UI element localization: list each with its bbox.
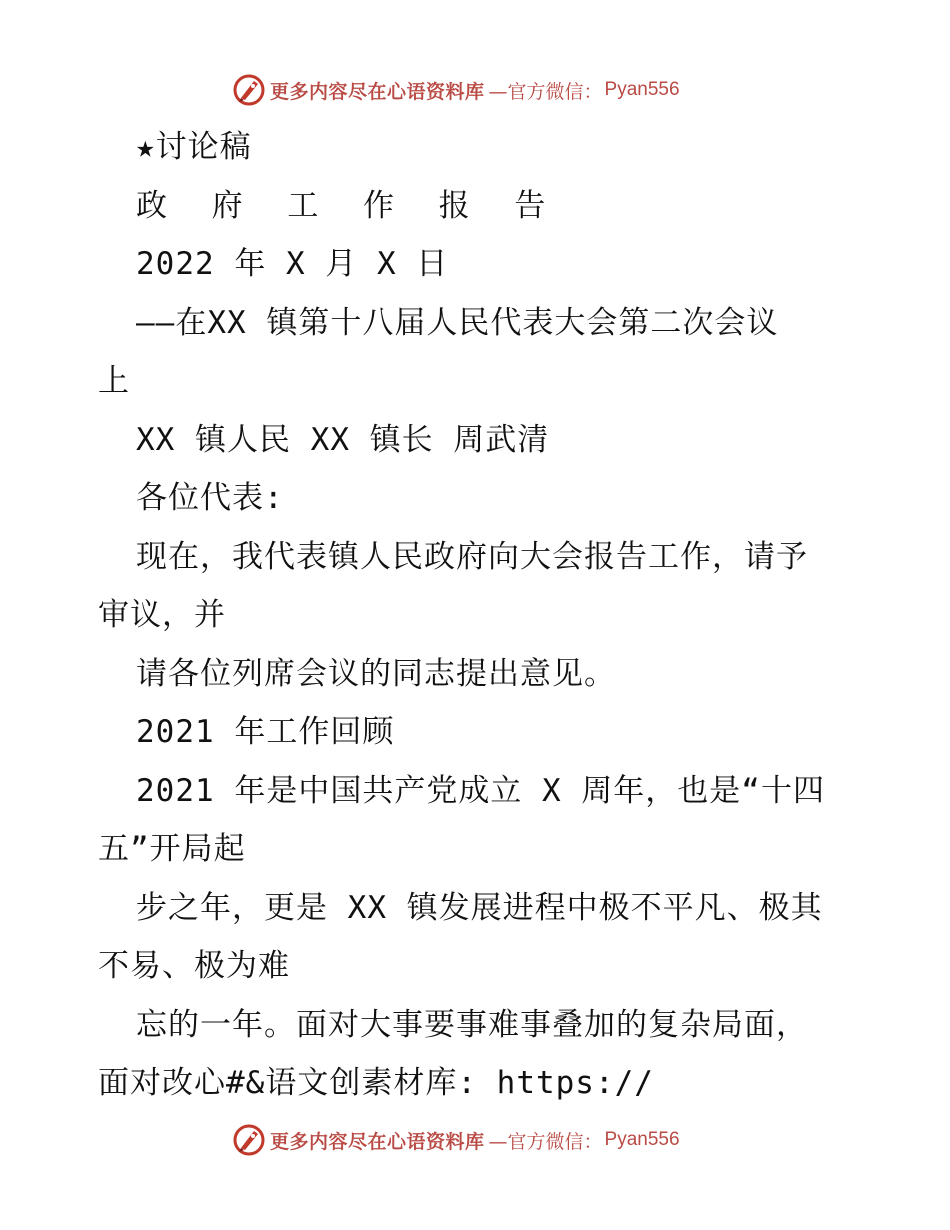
- doc-subtitle: ——在XX 镇第十八届人民代表大会第二次会议: [136, 304, 779, 341]
- quill-pen-logo-icon: [232, 1123, 266, 1157]
- banner-main-text: 更多内容尽在心语资料库: [270, 1130, 485, 1153]
- doc-paragraph-line: 审议，并: [98, 597, 226, 633]
- banner-wechat-label: —官方微信：: [488, 1130, 603, 1153]
- banner-wechat-id: Pyan556: [604, 79, 680, 100]
- doc-title: 政 府 工 作 报 告: [136, 187, 559, 224]
- doc-section-heading: 2021 年工作回顾: [136, 714, 395, 750]
- doc-paragraph-line: 不易、极为难: [98, 948, 290, 984]
- doc-subtitle-cont: 上: [98, 363, 130, 399]
- banner-main-text: 更多内容尽在心语资料库: [270, 80, 485, 103]
- doc-paragraph-line: 现在，我代表镇人民政府向大会报告工作，请予: [136, 538, 808, 575]
- doc-paragraph-line: 步之年，更是 XX 镇发展进程中极不平凡、极其: [136, 889, 823, 926]
- doc-date: 2022 年 X 月 X 日: [136, 246, 449, 282]
- doc-paragraph-line: 五”开局起: [98, 831, 246, 867]
- doc-author: XX 镇人民 XX 镇长 周武清: [136, 421, 550, 458]
- document-body: [98, 118, 858, 1113]
- doc-paragraph-line: 2021 年是中国共产党成立 X 周年，也是“十四: [136, 772, 825, 809]
- doc-paragraph-line: 面对改心#&语文创素材库: https://: [98, 1065, 654, 1101]
- doc-salutation: 各位代表:: [136, 480, 284, 516]
- header-banner: [232, 70, 680, 110]
- banner-wechat-label: —官方微信：: [488, 80, 603, 103]
- doc-status-line: ★讨论稿: [136, 129, 252, 165]
- doc-paragraph-line: 忘的一年。面对大事要事难事叠加的复杂局面，: [136, 1006, 808, 1043]
- footer-banner: [232, 1120, 680, 1160]
- banner-wechat-id: Pyan556: [604, 1129, 680, 1150]
- quill-pen-logo-icon: [232, 73, 266, 107]
- doc-paragraph-line: 请各位列席会议的同志提出意见。: [136, 655, 616, 692]
